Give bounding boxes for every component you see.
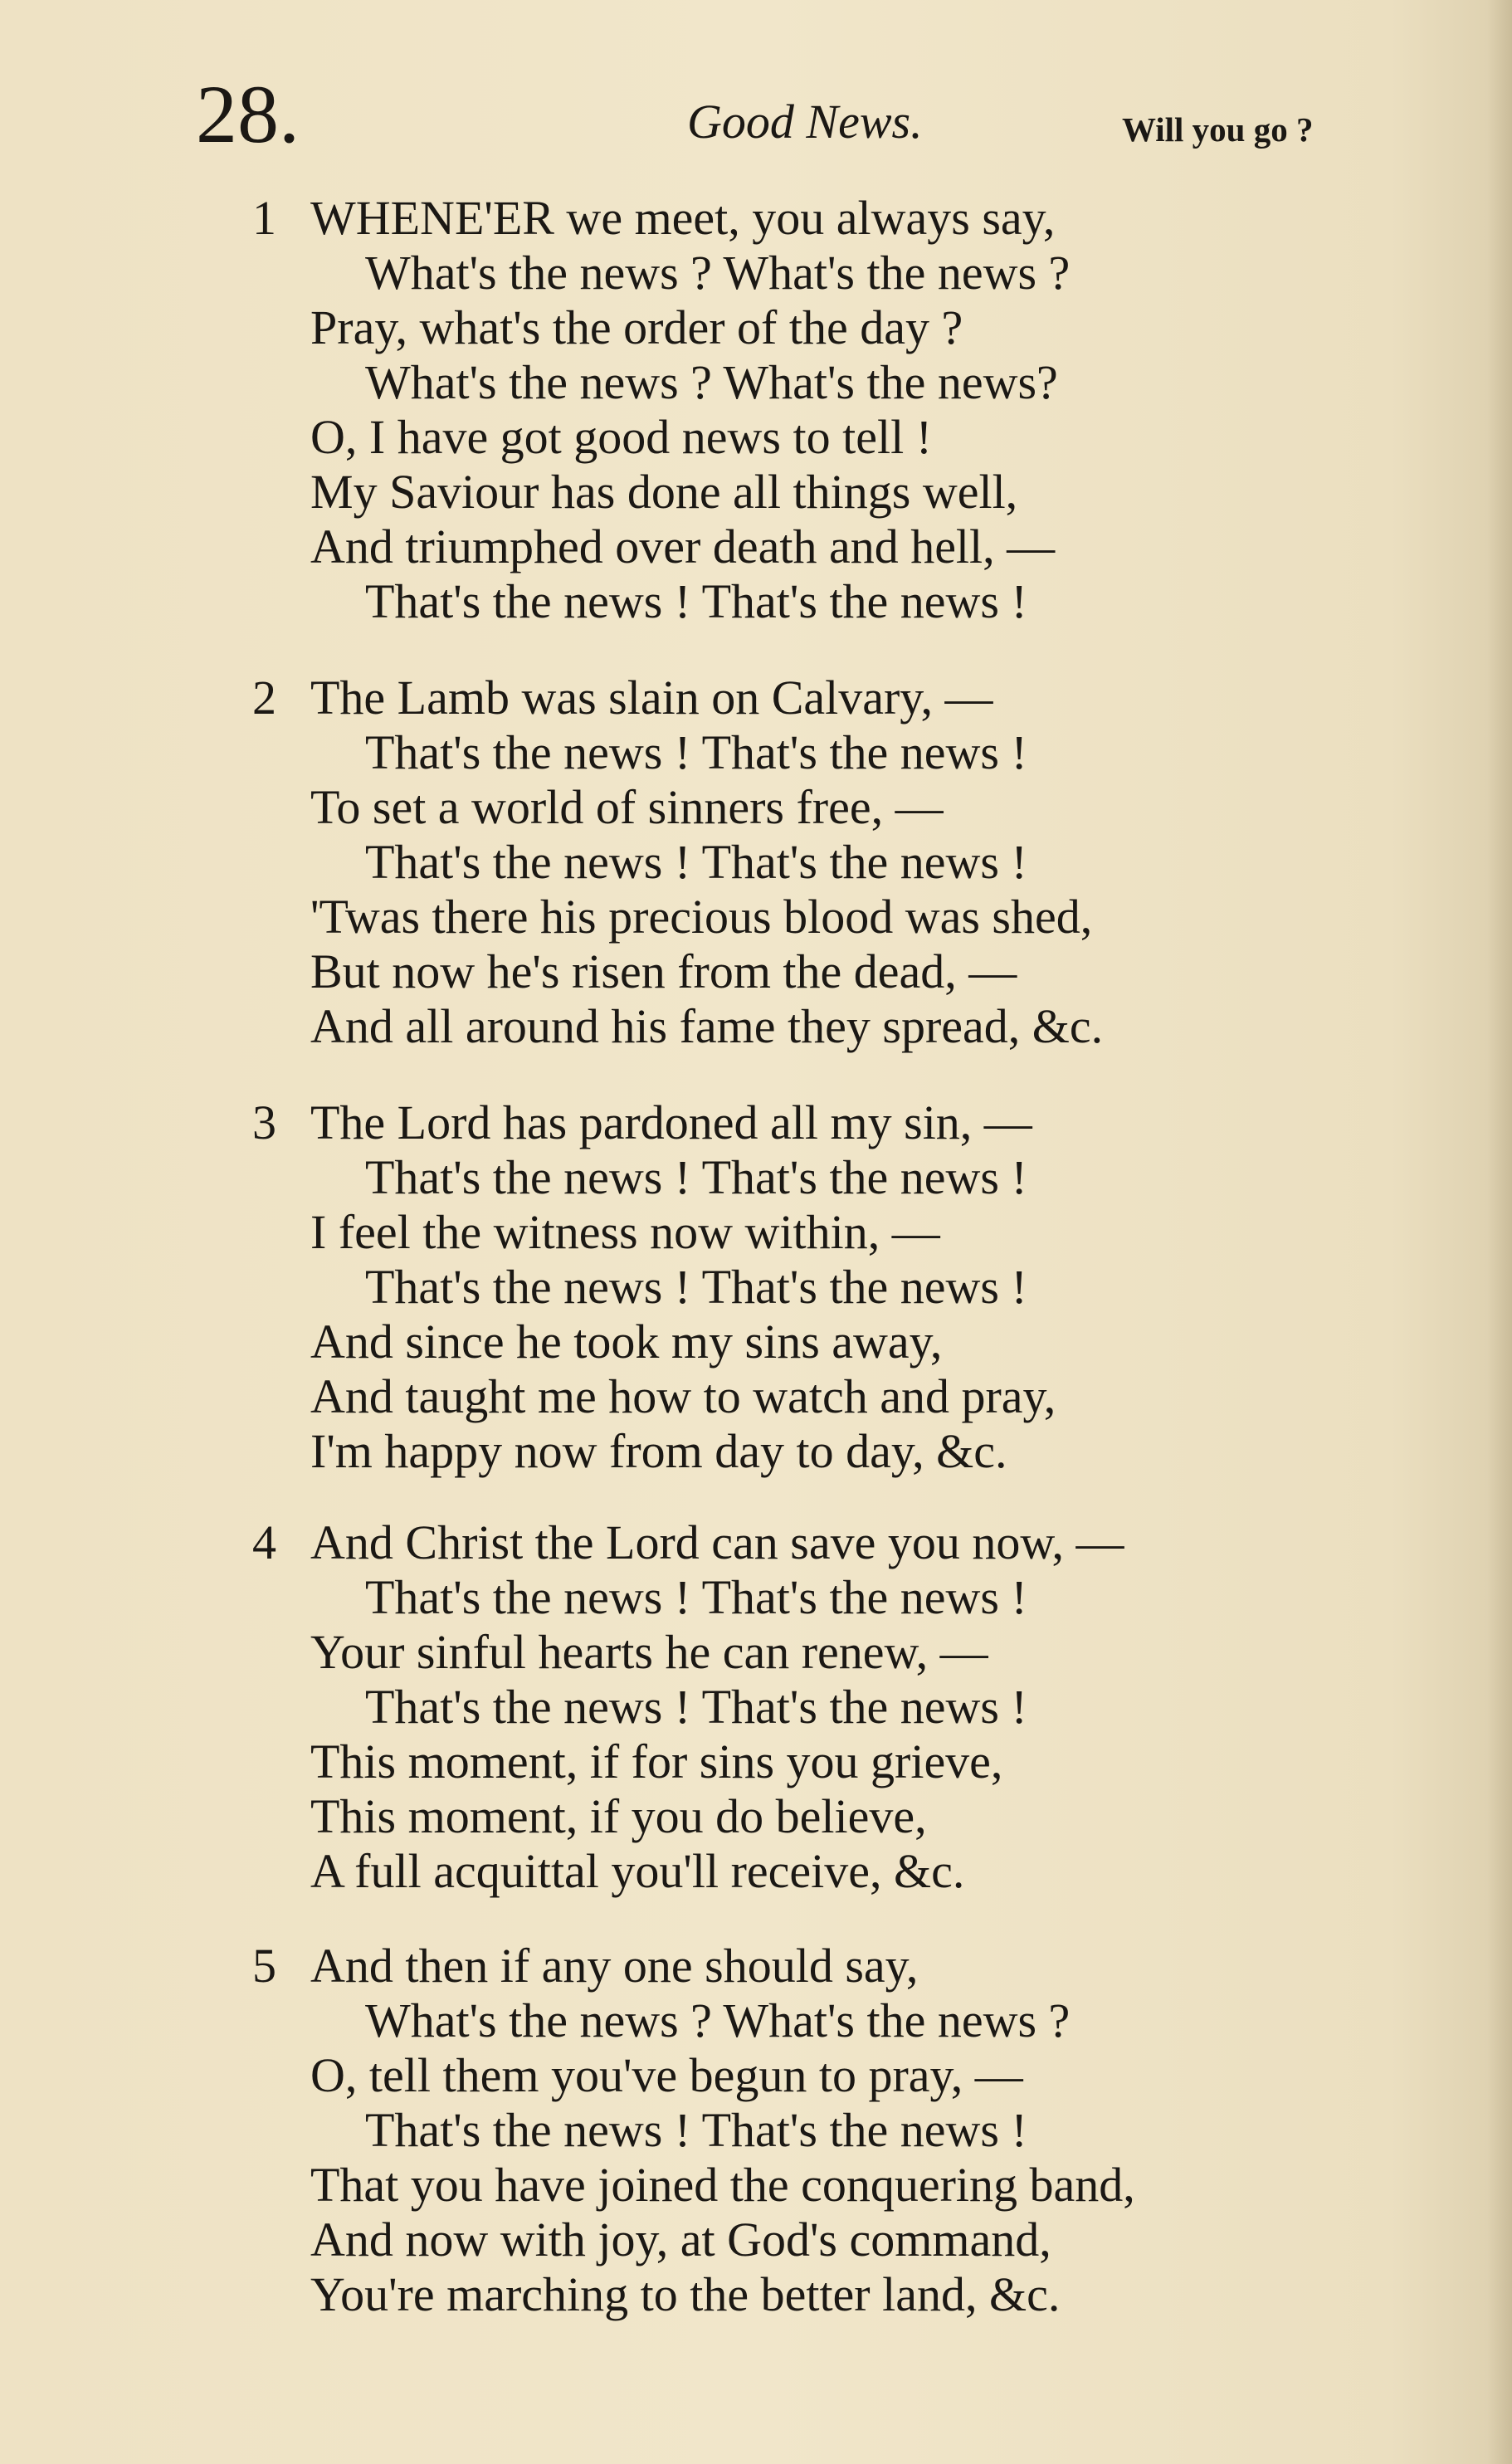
verse-line: But now he's risen from the dead, — <box>310 944 1017 998</box>
verse-line: What's the news ? What's the news ? <box>365 246 1071 300</box>
stanza-number: 3 <box>252 1095 276 1149</box>
verse-line: And all around his fame they spread, &c. <box>310 999 1104 1053</box>
verse-line: I'm happy now from day to day, &c. <box>310 1424 1007 1478</box>
verse-line: And then if any one should say, <box>310 1939 919 1993</box>
tune-name: Will you go ? <box>1122 110 1314 149</box>
verse-line: This moment, if you do believe, <box>310 1789 927 1843</box>
verse-line: That's the news ! That's the news ! <box>365 574 1027 628</box>
verse-line: My Saviour has done all things well, <box>310 465 1018 519</box>
verse-line: The Lamb was slain on Calvary, — <box>310 671 993 725</box>
verse-line: Your sinful hearts he can renew, — <box>310 1625 988 1679</box>
stanza-number: 1 <box>252 191 276 245</box>
hymn-title: Good News. <box>687 95 923 149</box>
page-header <box>0 0 1512 183</box>
verse-line: I feel the witness now within, — <box>310 1205 940 1259</box>
verse-line: That's the news ! That's the news ! <box>365 725 1027 779</box>
page-number: 28. <box>196 68 300 160</box>
verse-line: That's the news ! That's the news ! <box>365 835 1027 889</box>
verse-line: A full acquittal you'll receive, &c. <box>310 1844 965 1898</box>
verse-line: You're marching to the better land, &c. <box>310 2267 1061 2321</box>
verse-line: And now with joy, at God's command, <box>310 2213 1051 2266</box>
verse-line: O, tell them you've begun to pray, — <box>310 2048 1023 2102</box>
verse-line: That's the news ! That's the news ! <box>365 1680 1027 1734</box>
verse-line: What's the news ? What's the news? <box>365 355 1058 409</box>
verse-line: The Lord has pardoned all my sin, — <box>310 1095 1032 1149</box>
verse-line: And taught me how to watch and pray, <box>310 1369 1056 1423</box>
verse-line: And triumphed over death and hell, — <box>310 520 1056 573</box>
verse-line: And Christ the Lord can save you now, — <box>310 1515 1124 1569</box>
verse-line: 'Twas there his precious blood was shed, <box>310 890 1093 944</box>
verse-line: What's the news ? What's the news ? <box>365 1993 1071 2047</box>
verse-line: And since he took my sins away, <box>310 1315 943 1369</box>
verse-line: WHENE'ER we meet, you always say, <box>310 191 1056 245</box>
stanza-number: 5 <box>252 1939 276 1993</box>
verse-line: That's the news ! That's the news ! <box>365 1150 1027 1204</box>
verse-line: That you have joined the conquering band, <box>310 2158 1135 2212</box>
stanza-number: 2 <box>252 671 276 725</box>
verse-line: That's the news ! That's the news ! <box>365 1260 1027 1314</box>
verse-line: That's the news ! That's the news ! <box>365 2103 1027 2157</box>
verse-line: To set a world of sinners free, — <box>310 780 944 834</box>
verse-line: Pray, what's the order of the day ? <box>310 300 963 354</box>
stanza-number: 4 <box>252 1515 276 1569</box>
verse-line: That's the news ! That's the news ! <box>365 1570 1027 1624</box>
verse-line: This moment, if for sins you grieve, <box>310 1735 1003 1788</box>
verse-line: O, I have got good news to tell ! <box>310 410 933 464</box>
